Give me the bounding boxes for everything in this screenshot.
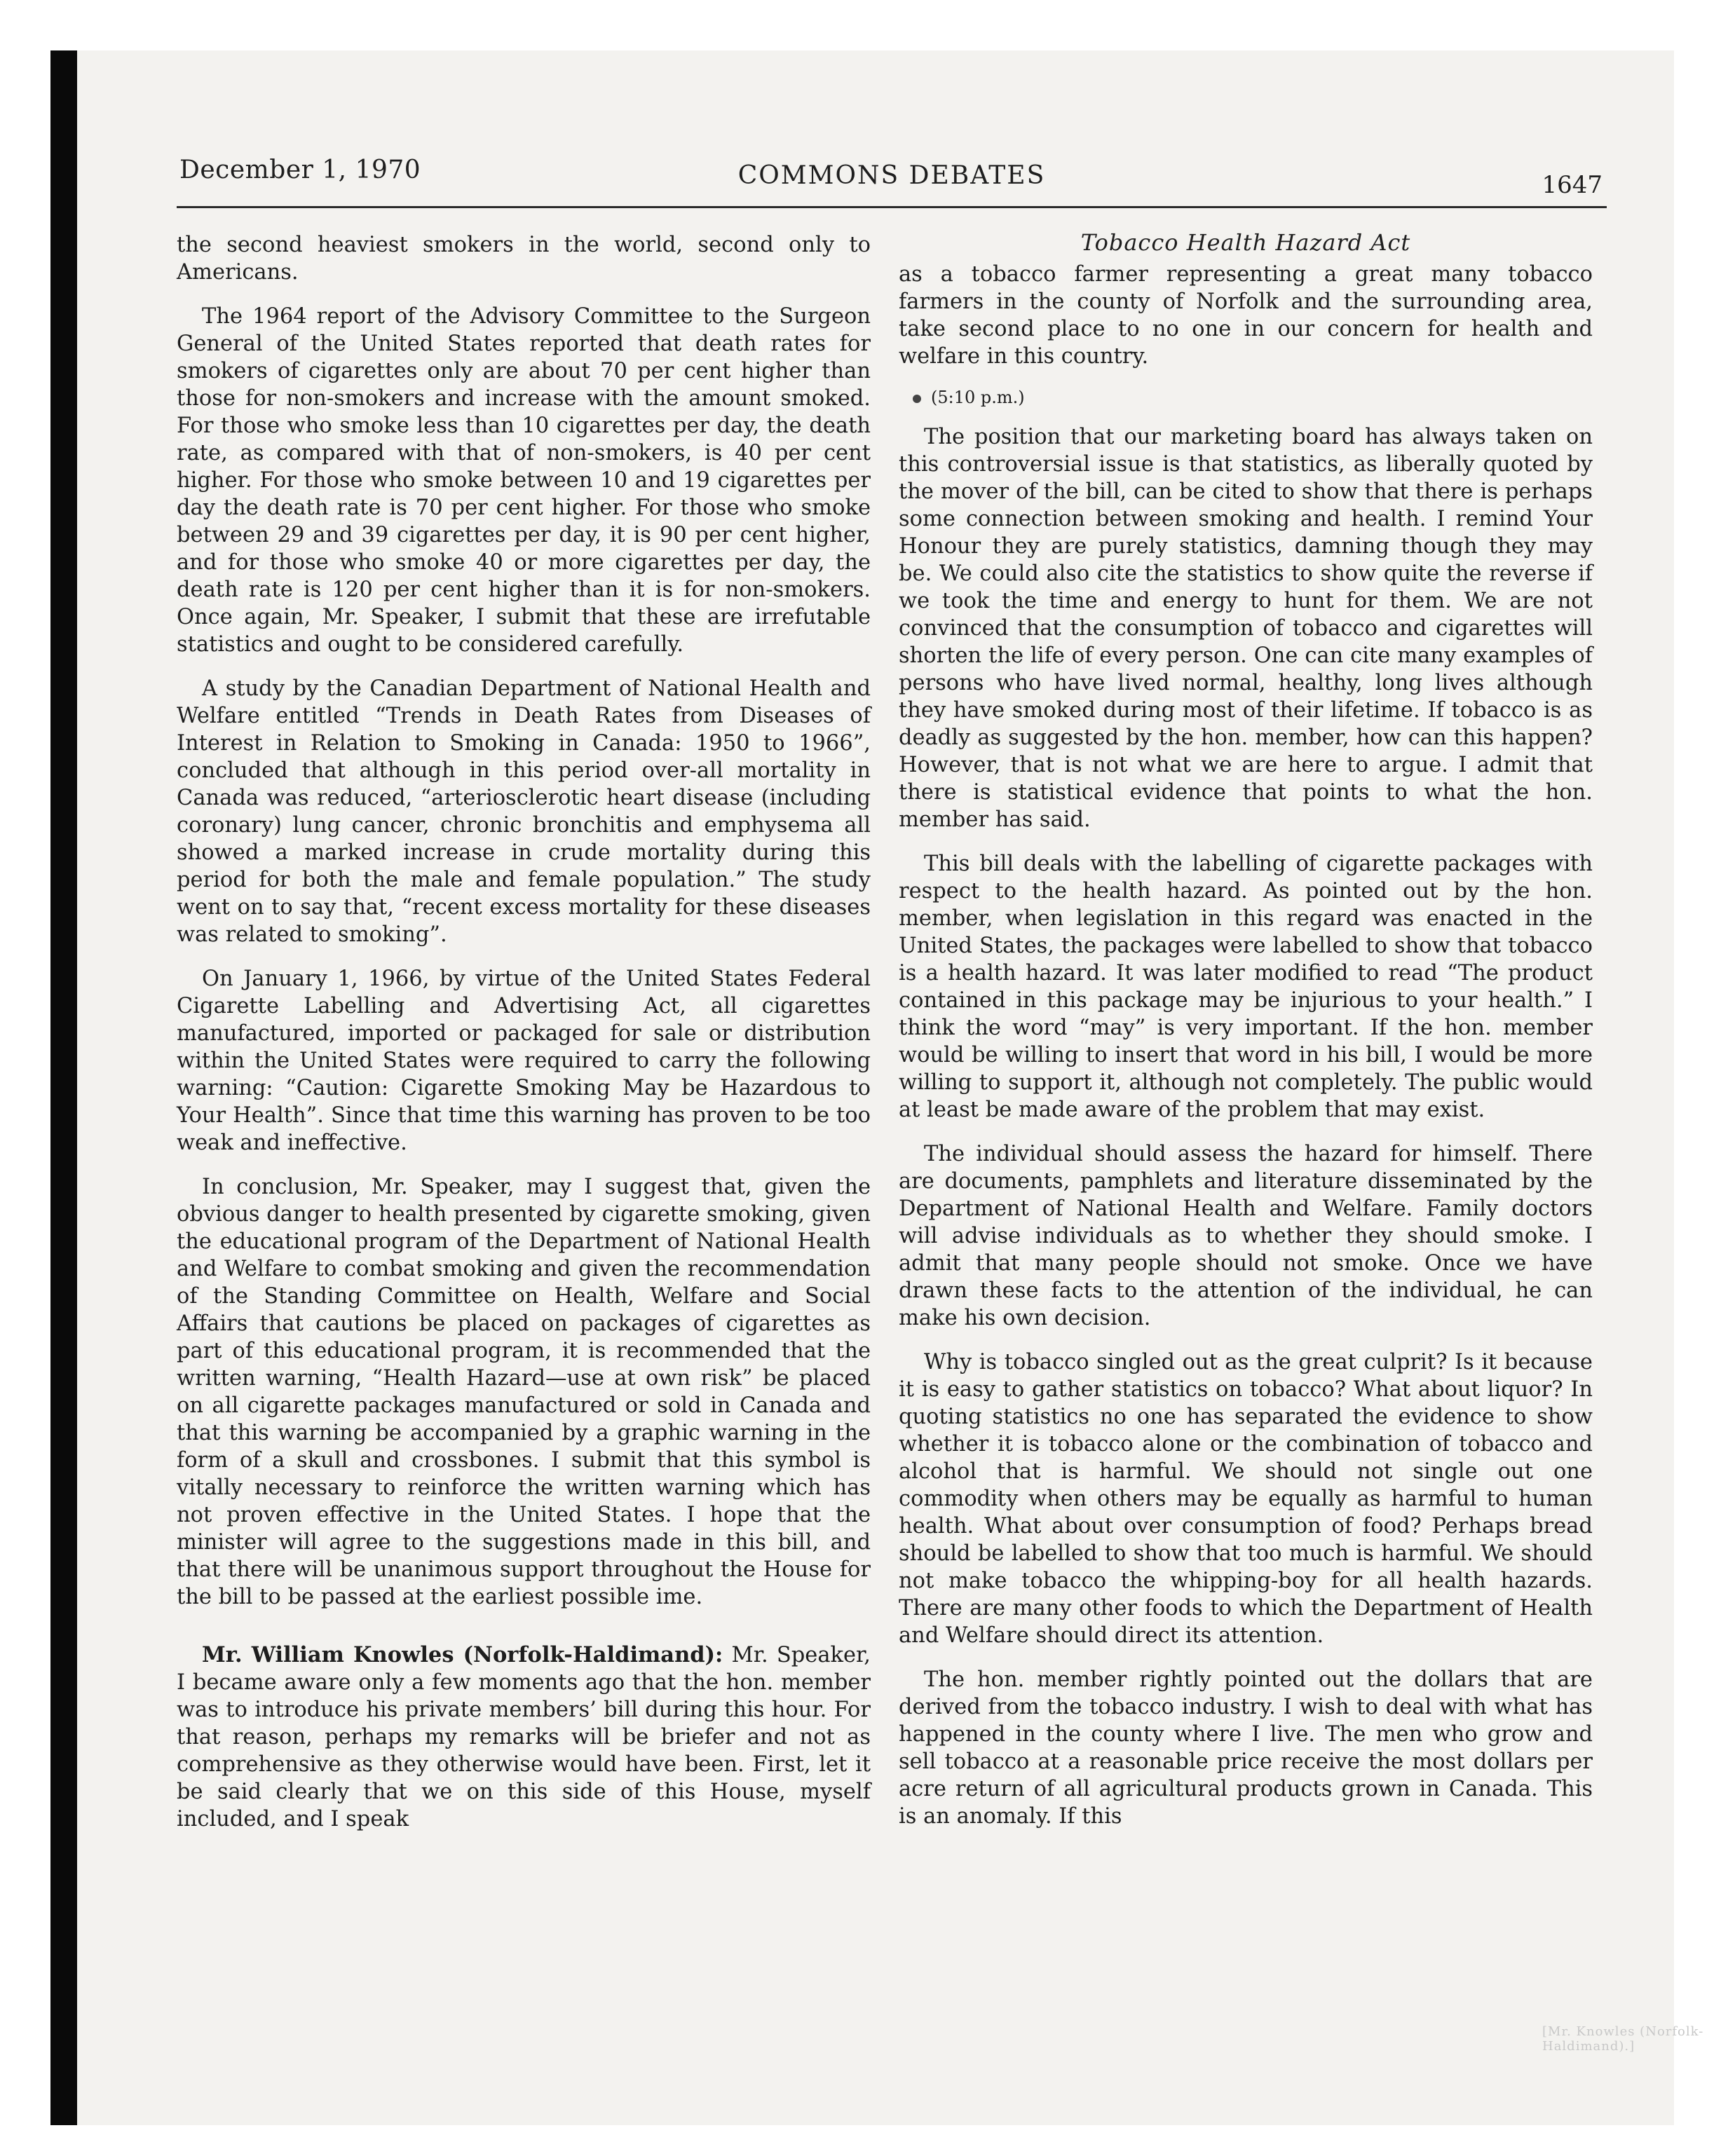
paragraph: The 1964 report of the Advisory Committee to the Surgeon General of the United States reported that death rates for smokers of cigarettes only are about 70 per cent higher than those for non-smokers and increase with the amount smoked. For those who smoke less than 10 cigarettes per day, the death rate, as compared with that of non-smokers, is 40 per cent higher. For those who smoke between 10 and 19 cigarettes per day the death rate is 70 per cent higher. For those who smoke between 29 and 39 cigarettes per day, it is 90 per cent higher, and for those who smoke 40 or more cigarettes per day, the death rate is 120 per cent higher than it is for non-smokers. Once again, Mr. Speaker, I submit that these are irrefutable statistics and ought to be considered carefully. <box>177 304 871 657</box>
paragraph: The individual should assess the hazard for himself. There are documents, pamphlets and literature disseminated by the Department of National Health and Welfare. Family doctors will advise individuals as to whether they should smoke. I admit that many people should not smoke. Once we have drawn these facts to the attention of the individual, he can make his own decision. <box>899 1142 1593 1330</box>
left-column <box>177 231 871 1850</box>
paragraph: This bill deals with the labelling of cigarette packages with respect to the health hazard. As pointed out by the hon. member, when legislation in this regard was enacted in the United States, the packages were labelled to show that tobacco is a health hazard. It was later modified to read “The product contained in this package may be injurious to your health.” I think the word “may” is very important. If the hon. member would be willing to insert that word in his bill, I would be more willing to support it, although not completely. The public would at least be made aware of the problem that may exist. <box>899 852 1593 1122</box>
paragraph: as a tobacco farmer representing a great many tobacco farmers in the county of Norfolk and the surrounding area, take second place to no one in our concern for health and welfare in this country. <box>899 262 1593 369</box>
right-column <box>899 228 1593 1847</box>
paragraph: In conclusion, Mr. Speaker, may I suggest that, given the obvious danger to health presented by cigarette smoking, given the educational program of the Department of National Health and Welfare to combat smoking and given the recommendation of the Standing Committee on Health, Welfare and Social Affairs that cautions be placed on packages of cigarettes as part of this educational program, it is recommended that the written warning, “Health Hazard—use at own risk” be placed on all cigarette packages manufactured or sold in Canada and that this warning be accompanied by a graphic warning in the form of a skull and crossbones. I submit that this symbol is vitally necessary to reinforce the written warning which has not proven effective in the United States. I hope that the minister will agree to the suggestions made in this bill, and that there will be unanimous support throughout the House for the bill to be passed at the earliest possible ime. <box>177 1175 871 1609</box>
paragraph: Why is tobacco singled out as the great culprit? Is it because it is easy to gather statistics on tobacco? What about liquor? In quoting statistics no one has separated the evidence to show whether it is tobacco alone or the combination of tobacco and alcohol that is harmful. We should not single out one commodity when others may be equally as harmful to human health. What about over consumption of food? Perhaps bread should be labelled to show that too much is harmful. We should not make tobacco the whipping-boy for all health hazards. There are many other foods to which the Department of Health and Welfare should direct its attention. <box>899 1350 1593 1648</box>
speaker-name: Mr. William Knowles (Norfolk-Haldimand): <box>202 1642 723 1667</box>
speaker-text: Mr. Speaker, I became aware only a few moments ago that the hon. member was to introduce his private members’ bill during this hour. For that reason, perhaps my remarks will be briefer and not as comprehensive as they otherwise would have been. First, let it be said clearly that we on this side of this House, myself included, and I speak <box>177 1643 871 1831</box>
speaker-paragraph <box>177 1642 871 1833</box>
running-head: Tobacco Health Hazard Act <box>1080 229 1411 256</box>
header-title: COMMONS DEBATES <box>737 161 1046 190</box>
bleed-through-footer: [Mr. Knowles (Norfolk-Haldimand).] <box>1542 2024 1704 2054</box>
paragraph: On January 1, 1966, by virtue of the United States Federal Cigarette Labelling and Advertising Act, all cigarettes manufactured, imported or packaged for sale or distribution within the United States were required to carry the following warning: “Caution: Cigarette Smoking May be Hazardous to Your Health”. Since that time this warning has proven to be too weak and ineffective. <box>177 967 871 1155</box>
time-stamp <box>913 387 1593 408</box>
bullet-icon <box>913 395 921 403</box>
paragraph: A study by the Canadian Department of National Health and Welfare entitled “Trends in Death Rates from Diseases of Interest in Relation to Smoking in Canada: 1950 to 1966”, concluded that although in this period over-all mortality in Canada was reduced, “arteriosclerotic heart disease (including coronary) lung cancer, chronic bronchitis and emphysema all showed a marked increase in crude mortality during this period for both the male and female population.” The study went on to say that, “recent excess mortality for these diseases was related to smoking”. <box>177 676 871 947</box>
paragraph: The position that our marketing board has always taken on this controversial issue is that statistics, as liberally quoted by the mover of the bill, can be cited to show that there is perhaps some connection between smoking and health. I remind Your Honour they are purely statistics, damning though they may be. We could also cite the statistics to show quite the reverse if we took the time and energy to hunt for them. We are not convinced that the consumption of tobacco and cigarettes will shorten the life of every person. One can cite many examples of persons who have lived normal, healthy, long lives although they have smoked during most of their lifetime. If tobacco is as deadly as suggested by the hon. member, how can this happen? However, that is not what we are here to argue. I admit that there is statistical evidence that points to what the hon. member has said. <box>899 425 1593 832</box>
page-header <box>177 156 1607 208</box>
paragraph: the second heaviest smokers in the world, second only to Americans. <box>177 233 871 285</box>
header-date: December 1, 1970 <box>179 156 421 184</box>
scan-edge <box>50 50 77 2125</box>
paragraph: The hon. member rightly pointed out the dollars that are derived from the tobacco industry. I wish to deal with what has happened in the county where I live. The men who grow and sell tobacco at a reasonable price receive the most dollars per acre return of all agricultural products grown in Canada. This is an anomaly. If this <box>899 1667 1593 1829</box>
time-stamp-text: (5:10 p.m.) <box>931 388 1025 407</box>
page-number: 1647 <box>1542 171 1603 199</box>
